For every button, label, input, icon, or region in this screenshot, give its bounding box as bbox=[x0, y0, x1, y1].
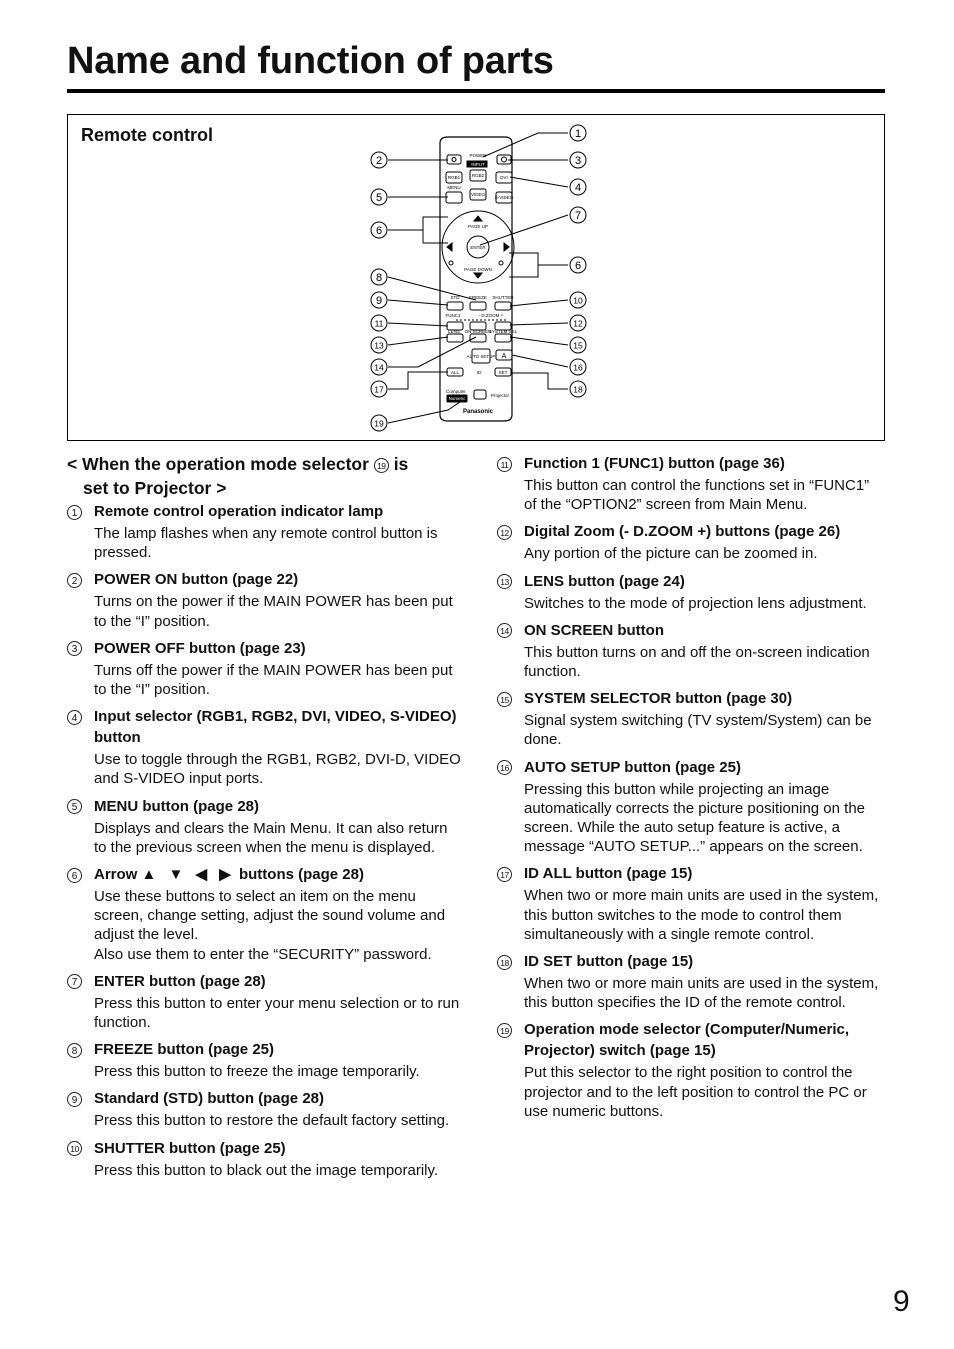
callout-18 bbox=[570, 381, 586, 397]
item-title: LENS button (page 24) bbox=[524, 572, 685, 590]
list-item bbox=[497, 620, 885, 681]
remote-id: ID bbox=[476, 370, 482, 375]
item-title: AUTO SETUP button (page 25) bbox=[524, 758, 741, 776]
item-title-row bbox=[67, 569, 462, 590]
remote-projector: Projector bbox=[490, 393, 510, 398]
left-item-list bbox=[67, 501, 462, 1180]
list-item bbox=[67, 796, 462, 857]
list-item bbox=[497, 521, 885, 563]
list-item bbox=[497, 688, 885, 749]
remote-enter: ENTER bbox=[470, 245, 486, 250]
item-body: Any portion of the picture can be zoomed in. bbox=[524, 545, 818, 563]
list-item bbox=[67, 971, 462, 1032]
page-title: Name and function of parts bbox=[67, 40, 554, 82]
item-title: Function 1 (FUNC1) button (page 36) bbox=[524, 455, 785, 472]
list-item bbox=[497, 951, 885, 1012]
list-item bbox=[67, 864, 462, 964]
item-number: 1 bbox=[67, 505, 82, 520]
arrow-glyphs: ▲ ▼ ◀ ▶ bbox=[141, 866, 235, 884]
remote-rgb1: RGB1 bbox=[447, 175, 461, 180]
item-title-row bbox=[497, 688, 885, 709]
item-title-part: buttons (page 28) bbox=[238, 866, 364, 884]
item-title-row bbox=[67, 1039, 462, 1060]
remote-control-diagram bbox=[68, 115, 884, 440]
svg-text:15: 15 bbox=[573, 340, 583, 351]
item-body: Press this button to restore the default factory setting. bbox=[94, 1112, 450, 1130]
list-item bbox=[67, 1138, 462, 1180]
callout-14 bbox=[371, 359, 387, 375]
item-title: POWER OFF button (page 23) bbox=[94, 639, 306, 657]
remote-set: SET bbox=[498, 370, 508, 375]
svg-text:4: 4 bbox=[574, 182, 582, 194]
item-body: Switches to the mode of projection lens adjustment. bbox=[524, 594, 867, 612]
list-item bbox=[497, 453, 885, 514]
callout-8 bbox=[371, 269, 387, 285]
item-number: 7 bbox=[67, 974, 82, 989]
item-title-row bbox=[67, 796, 462, 817]
remote-page-up: PAGE UP bbox=[468, 224, 488, 229]
callout-2 bbox=[371, 152, 387, 168]
item-body: Put this selector to the right position to control the projector and to the left position to control the PC or use numeric buttons. bbox=[524, 1064, 867, 1120]
callout-19 bbox=[371, 415, 387, 431]
svg-text:13: 13 bbox=[374, 340, 384, 351]
svg-text:16: 16 bbox=[573, 362, 583, 373]
callout-11 bbox=[371, 315, 387, 331]
item-title-row bbox=[67, 1088, 462, 1109]
list-item bbox=[497, 571, 885, 613]
svg-text:10: 10 bbox=[573, 295, 583, 306]
callout-7 bbox=[570, 207, 586, 223]
remote-a: A bbox=[501, 353, 507, 360]
item-title-row bbox=[497, 863, 885, 884]
item-number: 14 bbox=[497, 623, 512, 638]
left-column bbox=[67, 452, 462, 1187]
item-title-row bbox=[67, 971, 462, 992]
remote-video: VIDEO bbox=[470, 192, 486, 197]
item-title-row bbox=[497, 1019, 885, 1061]
svg-text:11: 11 bbox=[374, 318, 384, 329]
heading-line-2: set to Projector > bbox=[83, 478, 227, 498]
item-title-row bbox=[497, 620, 885, 641]
svg-text:6: 6 bbox=[574, 260, 582, 272]
list-item bbox=[67, 1088, 462, 1130]
item-number: 16 bbox=[497, 760, 512, 775]
item-title-row bbox=[67, 1138, 462, 1159]
item-title-row bbox=[67, 864, 462, 885]
remote-std: STD bbox=[450, 295, 460, 300]
list-item bbox=[497, 1019, 885, 1121]
list-item bbox=[67, 1039, 462, 1081]
item-title-row bbox=[497, 521, 885, 542]
item-title: SHUTTER button (page 25) bbox=[94, 1139, 286, 1157]
remote-numeric: Numeric bbox=[448, 396, 466, 401]
item-number: 17 bbox=[497, 867, 512, 882]
item-title-row bbox=[497, 453, 885, 474]
item-number: 8 bbox=[67, 1043, 82, 1058]
svg-text:2: 2 bbox=[375, 155, 383, 167]
item-title bbox=[94, 864, 462, 885]
callout-4 bbox=[570, 179, 586, 195]
svg-text:7: 7 bbox=[574, 210, 582, 222]
remote-power-label: POWER bbox=[469, 153, 487, 158]
figure-label: Remote control bbox=[81, 125, 214, 145]
item-title-row bbox=[67, 706, 462, 748]
callout-5 bbox=[371, 189, 387, 205]
list-item bbox=[497, 757, 885, 857]
item-title: Remote control operation indicator lamp bbox=[94, 503, 384, 520]
list-item bbox=[497, 863, 885, 944]
title-rule bbox=[67, 89, 885, 93]
item-number: 4 bbox=[67, 710, 82, 725]
remote-brand: Panasonic bbox=[462, 409, 494, 415]
svg-text:14: 14 bbox=[374, 362, 384, 373]
remote-func1: FUNC1 bbox=[445, 313, 461, 318]
list-item bbox=[67, 638, 462, 699]
remote-svideo: S-VIDEO bbox=[494, 195, 514, 200]
item-title: ID SET button (page 15) bbox=[524, 953, 694, 971]
item-title: Operation mode selector (Computer/Numeric, Projector) switch (page 15) bbox=[524, 1021, 850, 1060]
item-number: 18 bbox=[497, 955, 512, 970]
list-item bbox=[67, 569, 462, 630]
item-body: Signal system switching (TV system/System) can be done. bbox=[524, 712, 872, 749]
item-title: MENU button (page 28) bbox=[94, 797, 259, 815]
list-item bbox=[67, 706, 462, 788]
item-title-row bbox=[67, 638, 462, 659]
svg-text:3: 3 bbox=[574, 155, 582, 167]
item-title-part: Arrow bbox=[94, 866, 138, 884]
item-title: ENTER button (page 28) bbox=[94, 972, 266, 990]
item-title-row bbox=[497, 951, 885, 972]
remote-system-sel: SYSTEM SEL bbox=[488, 329, 518, 334]
item-number: 13 bbox=[497, 574, 512, 589]
callout-17 bbox=[371, 381, 387, 397]
remote-page-down: PAGE DOWN bbox=[464, 267, 492, 272]
item-title: FREEZE button (page 25) bbox=[94, 1041, 274, 1059]
callout-6-left bbox=[371, 222, 387, 238]
item-body: When two or more main units are used in the system, this button switches to the mode to control them simultaneously with a single remote control. bbox=[524, 887, 879, 943]
remote-control-figure bbox=[67, 114, 885, 441]
item-title: SYSTEM SELECTOR button (page 30) bbox=[524, 690, 793, 708]
heading-text-2: is bbox=[393, 454, 409, 474]
item-title: POWER ON button (page 22) bbox=[94, 571, 299, 589]
svg-text:19: 19 bbox=[374, 418, 384, 429]
item-body-extra: Also use them to enter the “SECURITY” password. bbox=[94, 945, 432, 963]
item-body: This button turns on and off the on-screen indication function. bbox=[524, 643, 870, 681]
item-body: When two or more main units are used in the system, this button specifies the ID of the remote control. bbox=[524, 975, 879, 1012]
item-body: Displays and clears the Main Menu. It can also return to the previous screen when the menu is displayed. bbox=[94, 819, 448, 856]
remote-computer: Computer bbox=[446, 389, 466, 394]
callout-3 bbox=[570, 152, 586, 168]
remote-shutter: SHUTTER bbox=[492, 295, 514, 300]
callout-1 bbox=[570, 125, 586, 141]
svg-text:8: 8 bbox=[375, 272, 383, 284]
item-body: The lamp flashes when any remote control button is pressed. bbox=[94, 525, 438, 562]
list-item bbox=[67, 501, 462, 562]
item-number: 9 bbox=[67, 1092, 82, 1107]
item-title: Input selector (RGB1, RGB2, DVI, VIDEO, S-VIDEO) button bbox=[94, 708, 457, 747]
item-number: 6 bbox=[67, 868, 82, 883]
item-body: Turns on the power if the MAIN POWER has been put to the “I” position. bbox=[94, 593, 453, 630]
section-heading bbox=[67, 452, 462, 500]
item-title: Standard (STD) button (page 28) bbox=[94, 1090, 324, 1108]
svg-text:6: 6 bbox=[375, 225, 383, 237]
callout-16 bbox=[570, 359, 586, 375]
svg-text:18: 18 bbox=[573, 384, 583, 395]
item-number: 5 bbox=[67, 799, 82, 814]
remote-lens: LENS bbox=[448, 329, 460, 334]
callout-6-right bbox=[570, 257, 586, 273]
callout-10 bbox=[570, 292, 586, 308]
remote-dzoom: - D.ZOOM + bbox=[478, 313, 504, 318]
item-title-row bbox=[497, 757, 885, 778]
item-number: 10 bbox=[67, 1141, 82, 1156]
item-title: Digital Zoom (- D.ZOOM +) buttons (page 26) bbox=[524, 523, 841, 541]
item-body: Press this button to freeze the image temporarily. bbox=[94, 1063, 420, 1081]
right-column bbox=[497, 453, 885, 1128]
item-title: ID ALL button (page 15) bbox=[524, 865, 693, 883]
item-number: 19 bbox=[497, 1023, 512, 1038]
svg-text:1: 1 bbox=[574, 128, 582, 140]
item-number: 3 bbox=[67, 641, 82, 656]
remote-auto-setup: AUTO SETUP bbox=[466, 354, 496, 359]
svg-text:9: 9 bbox=[375, 295, 383, 307]
callout-13 bbox=[371, 337, 387, 353]
item-body: Press this button to black out the image temporarily. bbox=[94, 1161, 439, 1179]
svg-text:12: 12 bbox=[573, 318, 583, 329]
callout-15 bbox=[570, 337, 586, 353]
item-body: Use these buttons to select an item on the menu screen, change setting, adjust the sound volume and adjust the level. bbox=[94, 888, 446, 944]
item-number: 11 bbox=[497, 457, 512, 472]
item-title-row bbox=[497, 571, 885, 592]
item-title-row bbox=[67, 501, 462, 522]
right-item-list bbox=[497, 453, 885, 1121]
item-number: 15 bbox=[497, 692, 512, 707]
remote-freeze: FREEZE bbox=[469, 295, 487, 300]
remote-dvi: DVI bbox=[500, 175, 508, 180]
item-number: 12 bbox=[497, 525, 512, 540]
item-body: This button can control the functions set in “FUNC1” of the “OPTION2” screen from Main Menu. bbox=[524, 477, 870, 514]
item-body: Use to toggle through the RGB1, RGB2, DVI-D, VIDEO and S-VIDEO input ports. bbox=[94, 751, 461, 788]
svg-text:17: 17 bbox=[374, 384, 384, 395]
callout-9 bbox=[371, 292, 387, 308]
remote-input-label: INPUT bbox=[471, 162, 485, 167]
remote-menu: MENU bbox=[447, 185, 461, 190]
item-body: Press this button to enter your menu selection or to run function. bbox=[94, 994, 460, 1032]
remote-all: ALL bbox=[450, 370, 460, 375]
svg-text:5: 5 bbox=[375, 192, 383, 204]
page-number: 9 bbox=[893, 1285, 910, 1318]
item-body: Pressing this button while projecting an image automatically corrects the picture positioning on the screen. While the auto setup feature is active, a message “AUTO SETUP...” appears on the screen. bbox=[524, 780, 866, 856]
item-number: 2 bbox=[67, 573, 82, 588]
item-body: Turns off the power if the MAIN POWER has been put to the “I” position. bbox=[94, 661, 453, 699]
callout-12 bbox=[570, 315, 586, 331]
heading-text: < When the operation mode selector bbox=[67, 454, 369, 474]
item-title: ON SCREEN button bbox=[524, 621, 664, 639]
heading-marker: 19 bbox=[374, 458, 389, 473]
remote-on-screen: ON SCREEN bbox=[464, 329, 492, 334]
remote-rgb2: RGB2 bbox=[471, 173, 485, 178]
